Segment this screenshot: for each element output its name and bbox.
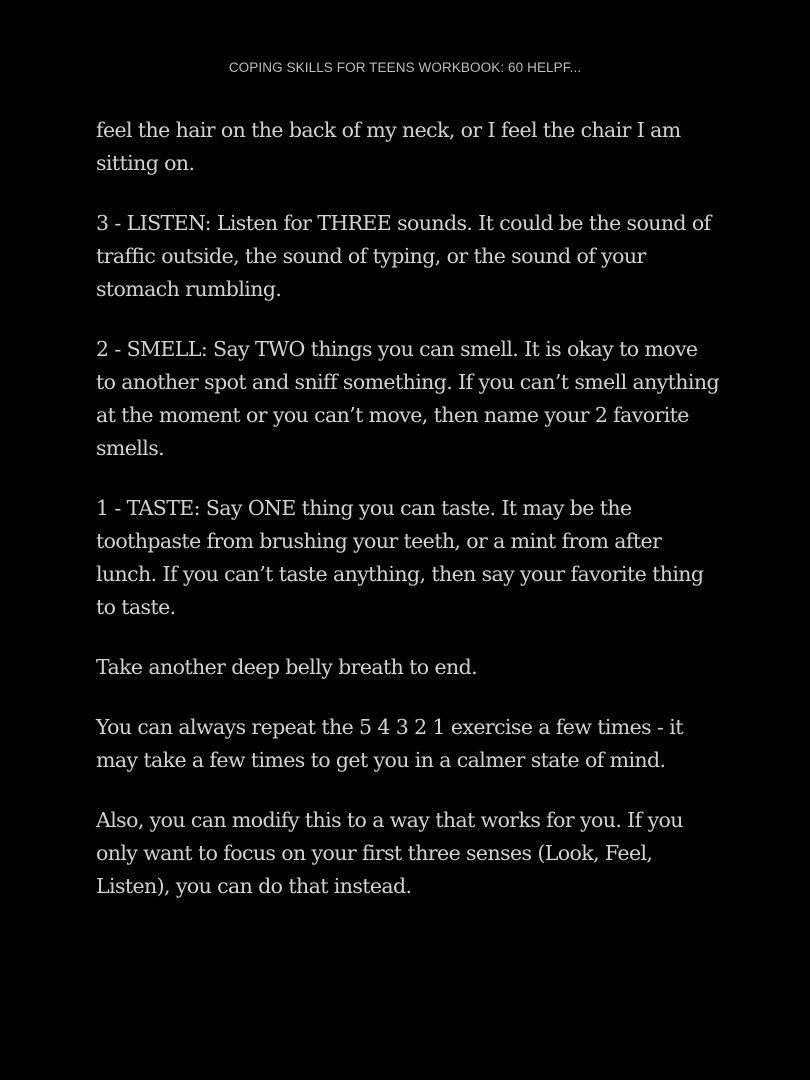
paragraph-modify: Also, you can modify this to a way that works for you. If you only want to focus on your first three senses (Look, Feel, Listen), you can do that instead. [96, 808, 683, 898]
paragraph-end-breath: Take another deep belly breath to end. [96, 655, 478, 679]
book-title-header: COPING SKILLS FOR TEENS WORKBOOK: 60 HELPF... [228, 60, 582, 75]
paragraph-listen: 3 - LISTEN: Listen for THREE sounds. It could be the sound of traffic outside, the sound of typing, or the sound of your stomach rumbling. [96, 211, 711, 301]
paragraph-touch-continued: feel the hair on the back of my neck, or I feel the chair I am sitting on. [96, 118, 681, 175]
paragraph-repeat-exercise: You can always repeat the 5 4 3 2 1 exercise a few times - it may take a few times to get you in a calmer state of mind. [96, 715, 683, 772]
reading-page [96, 114, 721, 930]
paragraph-taste: 1 - TASTE: Say ONE thing you can taste. It may be the toothpaste from brushing your teeth, or a mint from after lunch. If you can’t taste anything, then say your favorite thing to taste. [96, 496, 704, 619]
paragraph-smell: 2 - SMELL: Say TWO things you can smell. It is okay to move to another spot and sniff something. If you can’t smell anything at the moment or you can’t move, then name your 2 favorite smells. [96, 337, 719, 460]
